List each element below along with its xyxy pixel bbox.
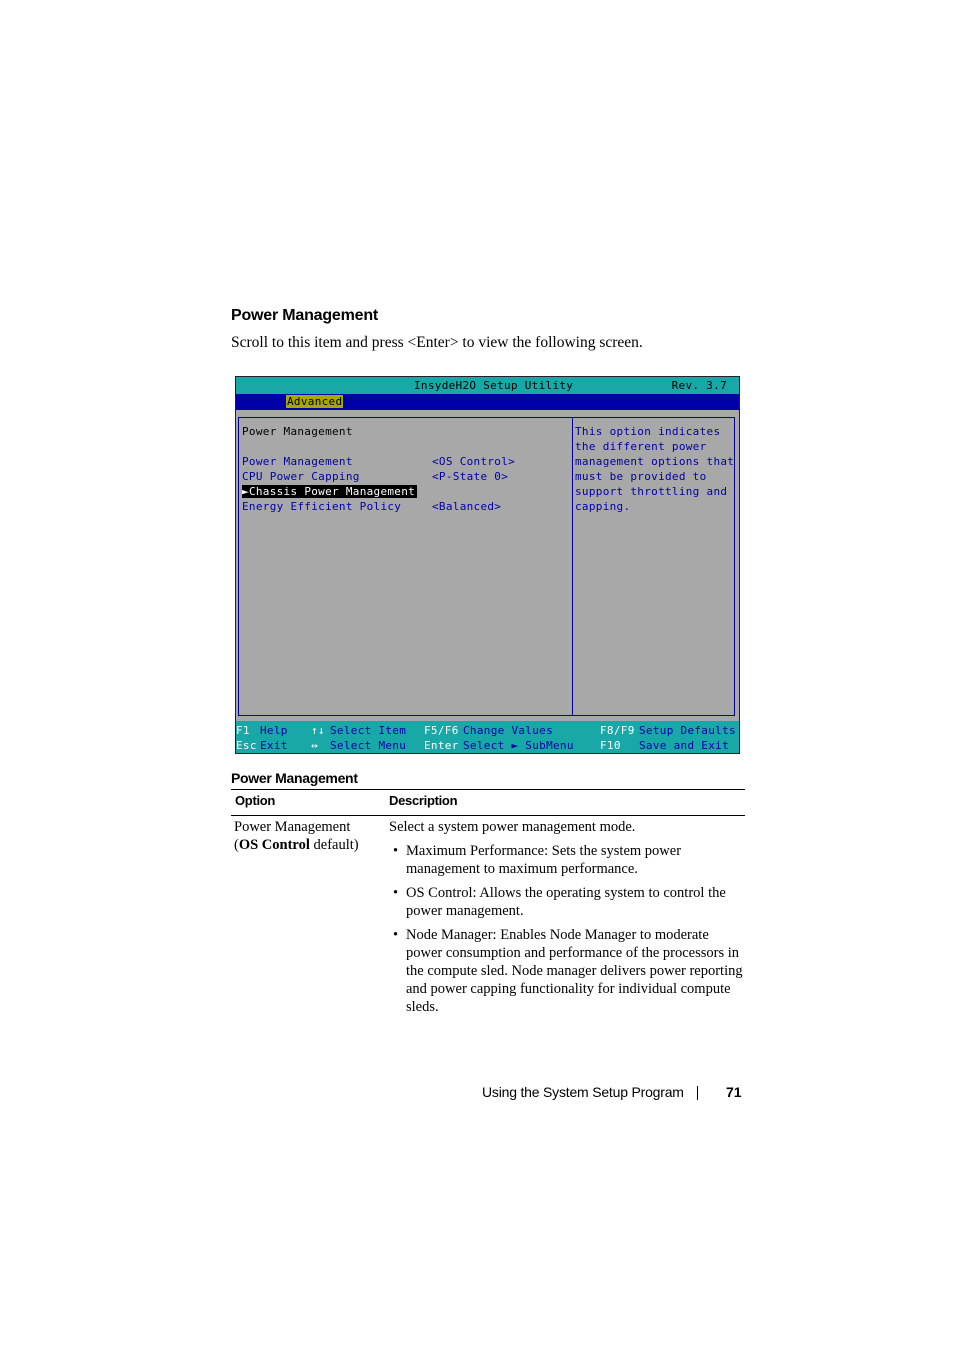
option-cpu-power-capping[interactable]: CPU Power Capping bbox=[242, 470, 360, 483]
value-power-management[interactable]: <OS Control> bbox=[432, 455, 516, 468]
column-header-option: Option bbox=[235, 793, 276, 808]
option-default-open: ( bbox=[234, 837, 239, 853]
list-item bbox=[389, 884, 745, 920]
key-f8f9: F8/F9 bbox=[600, 724, 635, 737]
option-default-suffix: default) bbox=[309, 837, 359, 853]
bullet-icon: • bbox=[393, 885, 399, 901]
key-f10: F10 bbox=[600, 739, 621, 752]
list-item-text: Maximum Performance: Sets the system power management to maximum performance. bbox=[406, 843, 682, 877]
option-chassis-power-management[interactable] bbox=[242, 485, 417, 498]
help-line: the different power bbox=[575, 440, 707, 453]
key-enter: Enter bbox=[424, 739, 459, 752]
key-updown: ↑↓ bbox=[311, 724, 325, 737]
option-default-value: OS Control bbox=[238, 837, 310, 853]
key-esc: Esc bbox=[236, 739, 257, 752]
option-default bbox=[234, 836, 359, 854]
help-line: management options that bbox=[575, 455, 735, 468]
option-cell bbox=[234, 818, 359, 854]
key-f8f9-desc: Setup Defaults bbox=[639, 724, 736, 737]
bios-title: InsydeH2O Setup Utility bbox=[414, 379, 574, 392]
footer-separator bbox=[697, 1086, 698, 1100]
page-number: 71 bbox=[726, 1084, 742, 1100]
description-intro: Select a system power management mode. bbox=[389, 819, 636, 835]
bios-key-legend bbox=[236, 721, 739, 753]
option-chassis-power-management-label: Chassis Power Management bbox=[248, 485, 416, 498]
bullet-icon: • bbox=[393, 927, 399, 943]
tab-advanced[interactable]: Advanced bbox=[287, 395, 343, 408]
help-line: must be provided to bbox=[575, 470, 707, 483]
help-line: capping. bbox=[575, 500, 631, 513]
option-power-management[interactable]: Power Management bbox=[242, 455, 353, 468]
key-f5f6: F5/F6 bbox=[424, 724, 459, 737]
option-name: Power Management bbox=[234, 819, 351, 835]
table-top-rule bbox=[231, 789, 745, 790]
bullet-icon: • bbox=[393, 843, 399, 859]
help-line: This option indicates bbox=[575, 425, 721, 438]
column-header-description: Description bbox=[389, 793, 458, 808]
bios-menu-bar bbox=[236, 394, 739, 410]
list-item bbox=[389, 842, 745, 878]
submenu-arrow-icon: ► bbox=[242, 485, 249, 498]
key-leftright-desc: Select Menu bbox=[330, 739, 407, 752]
footer-text: Using the System Setup Program bbox=[482, 1084, 684, 1100]
key-f1: F1 bbox=[236, 724, 250, 737]
intro-text: Scroll to this item and press <Enter> to view the following screen. bbox=[231, 334, 643, 351]
option-energy-efficient-policy[interactable]: Energy Efficient Policy bbox=[242, 500, 402, 513]
section-heading: Power Management bbox=[231, 307, 379, 324]
bios-pane-divider bbox=[572, 417, 573, 716]
list-item bbox=[389, 926, 745, 1016]
description-bullets bbox=[389, 842, 745, 1016]
bios-screenshot bbox=[235, 376, 740, 754]
list-item-text: OS Control: Allows the operating system to control the power management. bbox=[406, 885, 726, 919]
table-caption: Power Management bbox=[231, 770, 358, 786]
help-line: support throttling and bbox=[575, 485, 728, 498]
list-item-text: Node Manager: Enables Node Manager to moderate power consumption and performance of the processors in the compute sled. Node manager delivers power reporting and power capping functionality for individual compute sleds. bbox=[406, 927, 743, 1015]
bios-revision: Rev. 3.7 bbox=[671, 379, 727, 392]
key-enter-desc: Select ► SubMenu bbox=[463, 739, 574, 752]
key-esc-desc: Exit bbox=[260, 739, 288, 752]
key-f10-desc: Save and Exit bbox=[639, 739, 729, 752]
bios-title-bar bbox=[236, 377, 739, 394]
bios-pane-title: Power Management bbox=[242, 425, 353, 438]
description-cell bbox=[389, 818, 745, 1022]
value-energy-efficient-policy[interactable]: <Balanced> bbox=[432, 500, 502, 513]
table-header-rule bbox=[231, 815, 745, 816]
key-f1-desc: Help bbox=[260, 724, 288, 737]
key-updown-desc: Select Item bbox=[330, 724, 407, 737]
key-f5f6-desc: Change Values bbox=[463, 724, 553, 737]
value-cpu-power-capping[interactable]: <P-State 0> bbox=[432, 470, 509, 483]
key-leftright: ↔ bbox=[311, 739, 318, 752]
